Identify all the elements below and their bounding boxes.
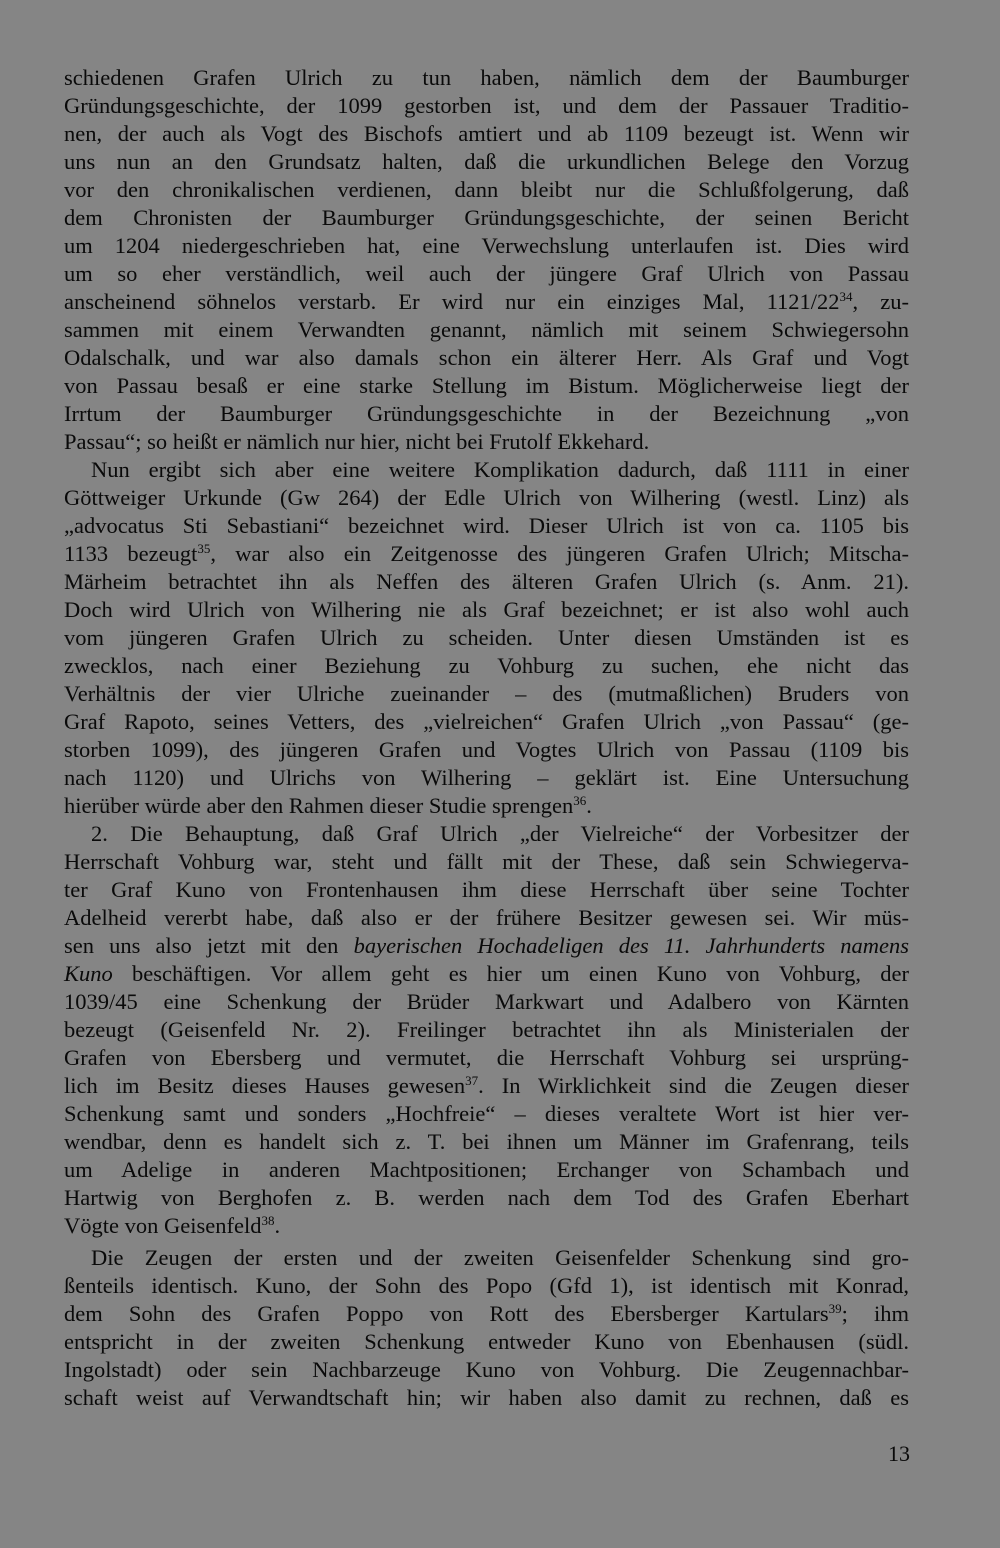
text-line: Irrtum der Baumburger Gründungsgeschichte in der Bezeichnung „von [64, 401, 909, 426]
text-line: Doch wird Ulrich von Wilhering nie als Graf bezeichnet; er ist also wohl auch [64, 597, 909, 622]
text-line: schaft weist auf Verwandtschaft hin; wir haben also damit zu rechnen, daß es [64, 1385, 909, 1410]
text-line: vor den chronikalischen verdienen, dann bleibt nur die Schlußfolgerung, daß [64, 177, 909, 202]
text-segment: 1133 bezeugt [64, 541, 198, 566]
text-line: Die Zeugen der ersten und der zweiten Geisenfelder Schenkung sind gro- [91, 1245, 909, 1270]
text-line: entspricht in der zweiten Schenkung entweder Kuno von Ebenhausen (südl. [64, 1329, 909, 1354]
text-segment: lich im Besitz dieses Hauses gewesen [64, 1073, 466, 1098]
text-line: Herrschaft Vohburg war, steht und fällt mit der These, daß sein Schwiegerva- [64, 849, 909, 874]
text-segment: ; ihm [841, 1301, 909, 1326]
footnote-ref: 38 [261, 1213, 275, 1228]
text-line: Märheim betrachtet ihn als Neffen des älteren Grafen Ulrich (s. Anm. 21). [64, 569, 909, 594]
text-segment: hierüber würde aber den Rahmen dieser Studie sprengen [64, 793, 574, 818]
text-line: schiedenen Grafen Ulrich zu tun haben, nämlich dem der Baumburger [64, 65, 909, 90]
text-line: Odalschalk, und war also damals schon ein älterer Herr. Als Graf und Vogt [64, 345, 909, 370]
paragraph-2 [64, 456, 909, 820]
text-line: 2. Die Behauptung, daß Graf Ulrich „der Vielreiche“ der Vorbesitzer der [91, 821, 909, 846]
text-line: Passau“; so heißt er nämlich nur hier, nicht bei Frutolf Ekkehard. [64, 429, 650, 454]
text-line: ßenteils identisch. Kuno, der Sohn des Popo (Gfd 1), ist identisch mit Konrad, [64, 1273, 909, 1298]
text-line: Graf Rapoto, seines Vetters, des „vielreichen“ Grafen Ulrich „von Passau“ (ge- [64, 709, 909, 734]
footnote-ref: 37 [465, 1073, 479, 1088]
text-line [64, 932, 909, 960]
text-line: Nun ergibt sich aber eine weitere Komplikation dadurch, daß 1111 in einer [91, 457, 909, 482]
text-line: sammen mit einem Verwandten genannt, nämlich mit seinem Schwiegersohn [64, 317, 909, 342]
text-line: Hartwig von Berghofen z. B. werden nach dem Tod des Grafen Eberhart [64, 1185, 909, 1210]
text-line [64, 1212, 909, 1240]
text-line [64, 1072, 909, 1100]
text-segment: Vögte von Geisenfeld [64, 1213, 262, 1238]
text-line: wendbar, denn es handelt sich z. T. bei ihnen um Männer im Grafenrang, teils [64, 1129, 909, 1154]
footnote-ref: 35 [197, 541, 211, 556]
text-line: dem Chronisten der Baumburger Gründungsgeschichte, der seinen Bericht [64, 205, 909, 230]
text-line: Schenkung samt und sonders „Hochfreie“ – dieses veraltete Wort ist hier ver- [64, 1101, 909, 1126]
text-line: Göttweiger Urkunde (Gw 264) der Edle Ulrich von Wilhering (westl. Linz) als [64, 485, 909, 510]
text-segment: , war also ein Zeitgenosse des jüngeren Grafen Ulrich; Mitscha- [210, 541, 909, 566]
text-line: storben 1099), des jüngeren Grafen und Vogtes Ulrich von Passau (1109 bis [64, 737, 909, 762]
footnote-ref: 34 [839, 289, 853, 304]
text-segment: dem Sohn des Grafen Poppo von Rott des Ebersberger Kartulars [64, 1301, 829, 1326]
text-segment: anscheinend söhnelos verstarb. Er wird nur ein einziges Mal, 1121/22 [64, 289, 840, 314]
paragraph-3 [64, 820, 909, 1240]
text-line: Verhältnis der vier Ulriche zueinander – des (mutmaßlichen) Bruders von [64, 681, 909, 706]
text-segment: beschäftigen. Vor allem geht es hier um einen Kuno von Vohburg, der [112, 961, 909, 986]
footnote-ref: 36 [573, 793, 587, 808]
text-line: um so eher verständlich, weil auch der jüngere Graf Ulrich von Passau [64, 261, 909, 286]
text-segment: . [274, 1213, 281, 1238]
text-line: zwecklos, nach einer Beziehung zu Vohburg zu suchen, ehe nicht das [64, 653, 909, 678]
text-segment: . In Wirklichkeit sind die Zeugen dieser [478, 1073, 909, 1098]
text-line [64, 960, 909, 988]
italic-segment: bayerischen Hochadeligen des 11. Jahrhunderts namens [353, 933, 909, 958]
italic-segment: Kuno [64, 961, 113, 986]
text-line [64, 288, 909, 316]
text-line: vom jüngeren Grafen Ulrich zu scheiden. Unter diesen Umständen ist es [64, 625, 909, 650]
text-segment: . [586, 793, 592, 818]
text-line: von Passau besaß er eine starke Stellung im Bistum. Möglicherweise liegt der [64, 373, 909, 398]
page-number: 13 [888, 1441, 910, 1466]
text-line: um 1204 niedergeschrieben hat, eine Verwechslung unterlaufen ist. Dies wird [64, 233, 909, 258]
page-body [64, 64, 909, 1412]
text-line: ter Graf Kuno von Frontenhausen ihm diese Herrschaft über seine Tochter [64, 877, 909, 902]
text-line: Grafen von Ebersberg und vermutet, die Herrschaft Vohburg sei ursprüng- [64, 1045, 909, 1070]
footnote-ref: 39 [828, 1301, 842, 1316]
text-line: „advocatus Sti Sebastiani“ bezeichnet wird. Dieser Ulrich ist von ca. 1105 bis [64, 513, 909, 538]
text-line: nach 1120) und Ulrichs von Wilhering – geklärt ist. Eine Untersuchung [64, 765, 909, 790]
text-segment: , zu- [852, 289, 909, 314]
text-line: nen, der auch als Vogt des Bischofs amtiert und ab 1109 bezeugt ist. Wenn wir [64, 121, 909, 146]
text-line: um Adelige in anderen Machtpositionen; Erchanger von Schambach und [64, 1157, 909, 1182]
paragraph-1 [64, 64, 909, 456]
text-line [64, 1300, 909, 1328]
text-line [64, 540, 909, 568]
text-line: uns nun an den Grundsatz halten, daß die urkundlichen Belege den Vorzug [64, 149, 909, 174]
paragraph-4 [64, 1244, 909, 1412]
text-segment: sen uns also jetzt mit den [64, 933, 354, 958]
text-line: Gründungsgeschichte, der 1099 gestorben ist, und dem der Passauer Traditio- [64, 93, 909, 118]
text-line [64, 792, 909, 820]
text-line: Ingolstadt) oder sein Nachbarzeuge Kuno von Vohburg. Die Zeugennachbar- [64, 1357, 909, 1382]
text-line: 1039/45 eine Schenkung der Brüder Markwart und Adalbero von Kärnten [64, 989, 909, 1014]
text-line: Adelheid vererbt habe, daß also er der frühere Besitzer gewesen sei. Wir müs- [64, 905, 909, 930]
text-line: bezeugt (Geisenfeld Nr. 2). Freilinger betrachtet ihn als Ministerialen der [64, 1017, 909, 1042]
